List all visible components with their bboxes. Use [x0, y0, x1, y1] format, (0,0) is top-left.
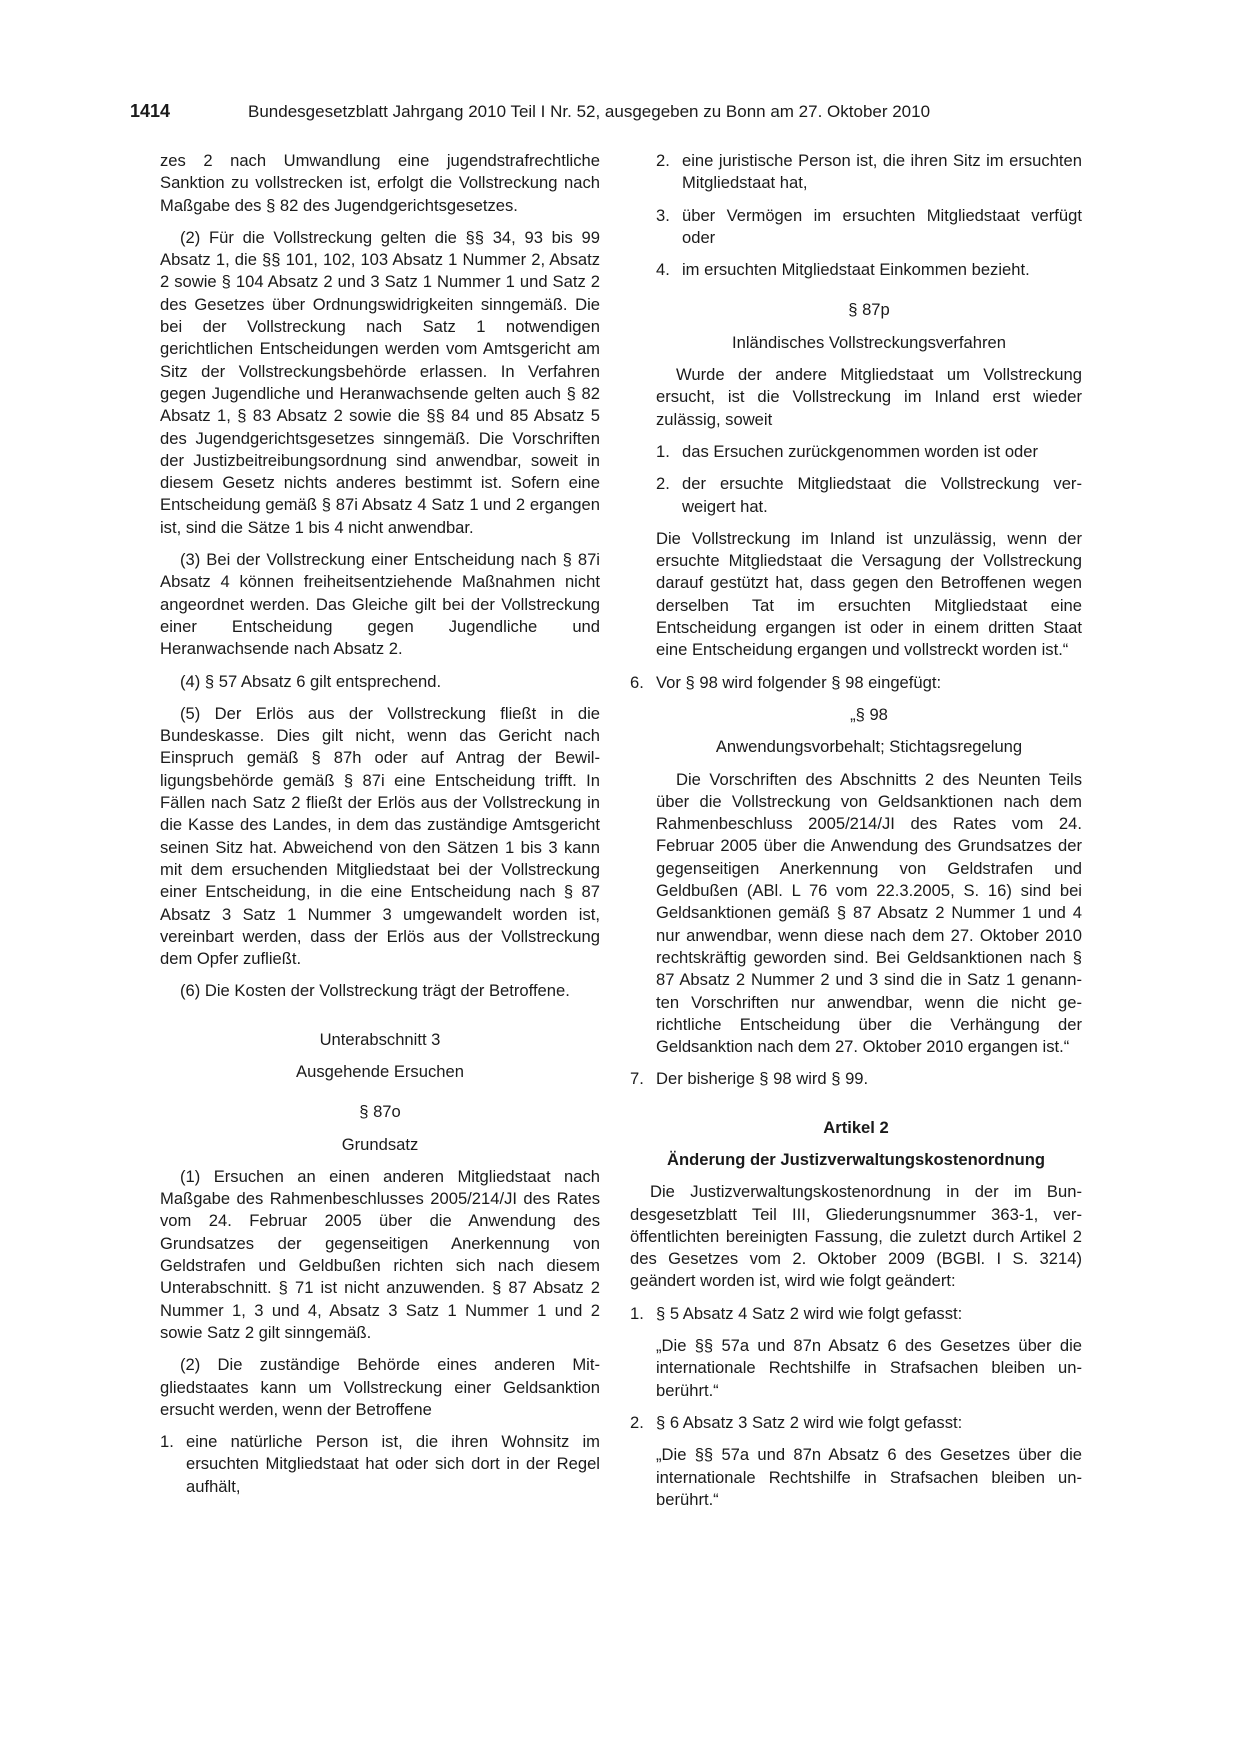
- list-text: § 6 Absatz 3 Satz 2 wird wie folgt gefasst:: [656, 1412, 963, 1432]
- amendment-item: [630, 1303, 1082, 1325]
- paragraph: (1) Ersuchen an einen anderen Mitgliedstaat nach Maßgabe des Rahmenbeschlusses 2005/214/JI des Rates vom 24. Februar 2005 über die Anwendung des Grundsatzes der gegenseitigen Anerkennung von Geldstrafen und Geldbußen richten sich nach diesem Unterabschnitt. § 71 ist nicht anzuwenden. § 87 Absatz 2 Nummer 1, 3 und 4, Absatz 3 Satz 1 Nummer 1 und 2 sowie Satz 2 gilt sinngemäß.: [160, 1166, 600, 1342]
- running-title: Bundesgesetzblatt Jahrgang 2010 Teil I Nr. 52, ausgegeben zu Bonn am 27. Oktober 2010: [248, 102, 931, 121]
- section-label: § 87p: [848, 300, 890, 320]
- paragraph: Die Vollstreckung im Inland ist unzulässig, wenn der ersuchte Mitgliedstaat die Versagung der Vollstreckung darauf gestützt hat, dass gegen den Betroffenen wegen derselben Tat im ersuchten Mitgliedstaat eine Entscheidung ergangen ist oder in einem dritten Staat eine Entscheidung ergangen und vollstreckt worden ist.“: [656, 528, 1082, 660]
- list-number: 7.: [630, 1069, 644, 1089]
- paragraph: (5) Der Erlös aus der Vollstreckung fließt in die Bundeskasse. Dies gilt nicht, wenn das Gericht nach Einspruch gemäß § 87h oder auf Antrag der Bewilligungsbehörde gemäß § 87i eine Entscheidung trifft. In Fällen nach Satz 2 fließt der Erlös aus der Vollstreckung in die Kasse des Landes, in dem das zuständige Amtsgericht seinen Sitz hat. Abweichend von den Sätzen 1 bis 3 kann mit dem ersuchenden Mitgliedstaat bei der Vollstreckung einer Entscheidung, in die eine Entscheidung nach § 87 Absatz 3 Satz 1 Nummer 3 umgewandelt worden ist, vereinbart werden, dass der Erlös aus der Vollstreckung dem Opfer zufließt.: [160, 703, 600, 969]
- list-text: eine juristische Person ist, die ihren Sitz im ersuchten Mitgliedstaat hat,: [682, 151, 1082, 193]
- list-number: 6.: [630, 672, 644, 692]
- amendment-item: [630, 1068, 1082, 1090]
- left-column: [160, 150, 600, 1508]
- list-number: 1.: [630, 1303, 644, 1323]
- list-number: 2.: [656, 474, 670, 494]
- section-label: „§ 98: [850, 704, 888, 724]
- list-text: § 5 Absatz 4 Satz 2 wird wie folgt gefasst:: [656, 1303, 963, 1323]
- paragraph: (2) Die zuständige Behörde eines anderen Mitgliedstaates kann um Vollstreckung einer Geldsanktion ersucht werden, wenn der Betroffene: [160, 1355, 600, 1419]
- list-text: Vor § 98 wird folgender § 98 eingefügt:: [656, 672, 942, 692]
- quoted-text: „Die §§ 57a und 87n Absatz 6 des Gesetzes über die internationale Rechtshilfe in Strafsachen bleiben unberührt.“: [656, 1336, 1082, 1400]
- list-item: [160, 1431, 600, 1498]
- paragraph: (6) Die Kosten der Vollstreckung trägt der Betroffene.: [180, 981, 570, 1001]
- list-item: [656, 473, 1082, 518]
- list-item: [656, 441, 1082, 463]
- quoted-text: „Die §§ 57a und 87n Absatz 6 des Gesetzes über die internationale Rechtshilfe in Strafsachen bleiben unberührt.“: [656, 1445, 1082, 1509]
- running-header: [130, 100, 1101, 123]
- amendment-item: [630, 1412, 1082, 1434]
- list-number: 4.: [656, 260, 670, 280]
- section-title: Anwendungsvorbehalt; Stichtagsregelung: [715, 737, 1023, 757]
- section-label: § 87o: [359, 1102, 401, 1122]
- right-column: [630, 150, 1082, 1521]
- list-text: Der bisherige § 98 wird § 99.: [656, 1069, 869, 1089]
- paragraph: (3) Bei der Vollstreckung einer Entscheidung nach § 87i Absatz 4 können freiheitsentziehende Maßnahmen nicht angeordnet werden. Das Gleiche gilt bei der Vollstreckung einer Entscheidung gegen Jugendliche und Heranwachsende nach Absatz 2.: [160, 550, 600, 659]
- list-number: 2.: [656, 151, 670, 170]
- list-number: 2.: [630, 1412, 644, 1432]
- list-text: im ersuchten Mitgliedstaat Einkommen bezieht.: [682, 260, 1030, 280]
- article-label: Artikel 2: [823, 1117, 889, 1137]
- paragraph: zes 2 nach Umwandlung eine jugendstrafrechtliche Sanktion zu vollstrecken ist, erfolgt die Vollstreckung nach Maßgabe des § 82 des Jugendgerichtsgesetzes.: [160, 151, 600, 215]
- paragraph: Wurde der andere Mitgliedstaat um Vollstreckung ersucht, ist die Vollstreckung im Inland erst wieder zulässig, soweit: [656, 365, 1082, 429]
- page-number: 1414: [130, 101, 171, 121]
- list-item: [656, 150, 1082, 195]
- list-number: 1.: [656, 441, 670, 461]
- amendment-item: [630, 672, 1082, 694]
- section-title: Grundsatz: [341, 1134, 419, 1154]
- list-text: eine natürliche Person ist, die ihren Wohnsitz im ersuchten Mitgliedstaat hat oder sich dort in der Regel aufhält,: [186, 1432, 600, 1496]
- article-title: Änderung der Justizverwaltungskostenordnung: [666, 1149, 1045, 1169]
- section-title: Inländisches Vollstreckungsverfahren: [732, 332, 1006, 352]
- list-item: [656, 259, 1082, 281]
- list-text: der ersuchte Mitgliedstaat die Vollstreckung verweigert hat.: [682, 474, 1082, 516]
- list-number: 3.: [656, 205, 670, 225]
- list-number: 1.: [160, 1432, 174, 1452]
- paragraph: Die Justizverwaltungskostenordnung in der im Bundesgesetzblatt Teil III, Gliederungsnummer 363-1, veröffentlichten bereinigten Fassung, die zuletzt durch Artikel 2 des Gesetzes vom 2. Oktober 2009 (BGBl. I S. 3214) geändert worden ist, wird wie folgt geändert:: [630, 1182, 1082, 1291]
- subsection-title: Ausgehende Ersuchen: [296, 1061, 464, 1081]
- paragraph: Die Vorschriften des Abschnitts 2 des Neunten Teils über die Vollstreckung von Geldsanktionen nach dem Rahmenbeschluss 2005/214/JI des Rates vom 24. Februar 2005 über die Anwendung des Grundsatzes der gegenseitigen Anerkennung von Geldstrafen und Geldbußen (ABl. L 76 vom 22.3.2005, S. 16) sind bei Geldsanktionen gemäß § 87 Absatz 2 Nummer 1 und 4 nur anwendbar, wenn diese nach dem 27. Oktober 2010 rechtskräftig geworden sind. Bei Geldsanktionen nach § 87 Absatz 2 Nummer 2 und 3 sind die in Satz 1 genannten Vorschriften nur anwendbar, wenn die nicht gerichtliche Entscheidung über die Verhängung der Geldsanktion nach dem 27. Oktober 2010 ergangen ist.“: [656, 769, 1082, 1057]
- list-text: über Vermögen im ersuchten Mitgliedstaat verfügt oder: [682, 205, 1082, 247]
- paragraph: (4) § 57 Absatz 6 gilt entsprechend.: [180, 671, 442, 691]
- subsection-label: Unterabschnitt 3: [319, 1029, 441, 1049]
- list-text: das Ersuchen zurückgenommen worden ist oder: [682, 441, 1039, 461]
- paragraph: (2) Für die Vollstreckung gelten die §§ 34, 93 bis 99 Absatz 1, die §§ 101, 102, 103 Absatz 1 Nummer 2, Absatz 2 sowie § 104 Absatz 2 und 3 Satz 1 Nummer 1 und Satz 2 des Gesetzes über Ordnungswidrigkeiten sinngemäß. Die bei der Vollstreckung nach Satz 1 notwendigen gerichtlichen Entscheidungen werden vom Amtsgericht am Sitz der Vollstreckungsbehörde erlassen. In Verfahren gegen Jugendliche und Heranwachsende gelten auch § 82 Absatz 1, § 83 Absatz 2 sowie die §§ 84 und 85 Absatz 5 des Jugendgerichtsgesetzes sinngemäß. Die Vorschriften der Justizbeitreibungsordnung sind anwendbar, soweit in diesem Gesetz nichts anderes bestimmt ist. Sofern eine Entscheidung gemäß § 87i Absatz 4 Satz 1 und 2 ergangen ist, sind die Sätze 1 bis 4 nicht anwendbar.: [160, 227, 600, 537]
- list-item: [656, 205, 1082, 250]
